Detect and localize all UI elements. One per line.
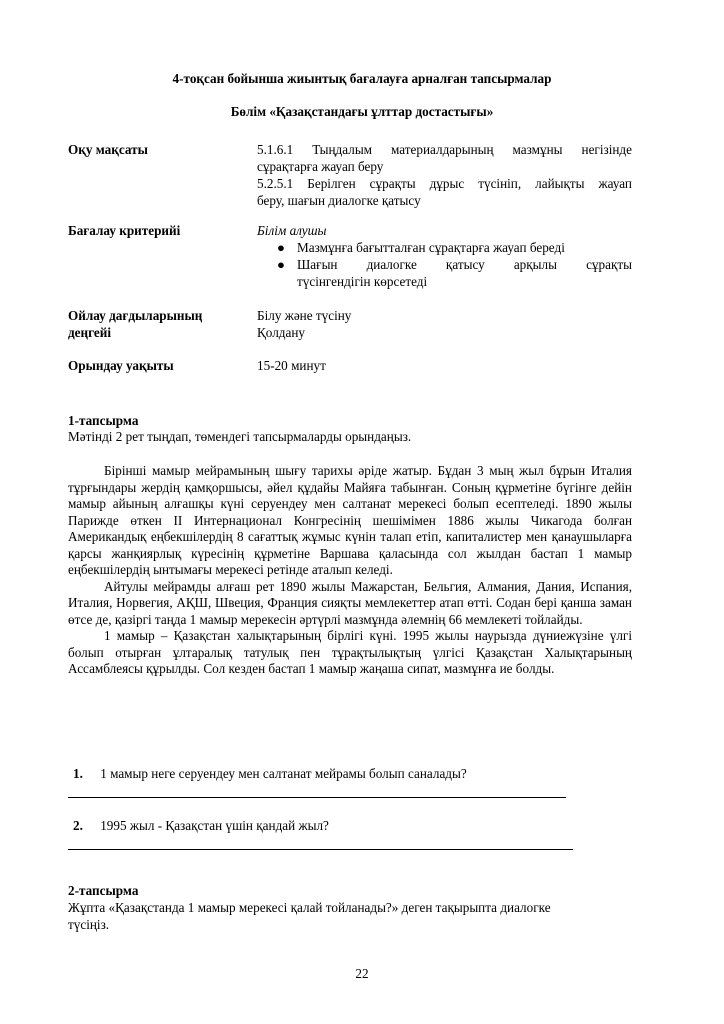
criteria-item: ● Шағын диалогке қатысу арқылы сұрақты түсінгендігін көрсетеді: [277, 257, 632, 289]
bullet-icon: ●: [277, 240, 285, 255]
thinking-value: Білу және түсіну Қолдану: [257, 308, 352, 340]
goal-line: сұрақтарға жауап беру: [257, 159, 384, 174]
task1-instruction: Мәтінді 2 рет тыңдап, төмендегі тапсырмаларды орындаңыз.: [68, 429, 412, 444]
task2-instruction: Жұпта «Қазақстанда 1 мамыр мерекесі қалай тойланады?» деген тақырыпта диалогке түсіңіз.: [68, 900, 551, 932]
criteria-label: Бағалау критерийі: [68, 223, 181, 238]
criteria-intro: Білім алушы: [257, 223, 327, 238]
paragraph: 1 мамыр – Қазақстан халықтарының бірлігі күні. 1995 жылы наурызда дүниежүзіне үлгі болып отырған ұлтаралық татулық пен тұрақтылықтың үлгісі Қазақстан Халықтарының Ассамблеясы құрылды. Сол кезден бастап 1 мамыр жаңаша сипат, мазмұнға ие болды.: [68, 628, 632, 676]
task1-text: [68, 463, 632, 678]
goal-line: беру, шағын диалогке қатысу: [257, 193, 421, 208]
time-label: Орындау уақыты: [68, 358, 174, 373]
answer-line-2[interactable]: [68, 849, 573, 850]
paragraph: Айтулы мейрамды алғаш рет 1890 жылы Мажарстан, Бельгия, Алмания, Дания, Испания, Италия, Норвегия, АҚШ, Швеция, Франция сияқты мемлекеттер атап өтті. Содан бері қанша заман өтсе де, қазіргі таңда 1 мамыр мерекесін әртүрлі мазмұнда әлемнің 66 мемлекеті тойлайды.: [68, 578, 632, 627]
bullet-icon: ●: [277, 257, 285, 272]
question-2: 2. 1995 жыл - Қазақстан үшін қандай жыл?: [73, 818, 329, 833]
document-title: 4-тоқсан бойынша жиынтық бағалауға арналған тапсырмалар: [172, 71, 552, 86]
goal-line: 5.1.6.1 Тыңдалым материалдарының мазмұны негізінде: [257, 142, 632, 157]
goal-line: 5.2.5.1 Берілген сұрақты дұрыс түсініп, лайықты жауап: [257, 176, 632, 191]
question-1: 1. 1 мамыр неге серуендеу мен салтанат мейрамы болып саналады?: [73, 766, 467, 781]
page-number: 22: [355, 966, 369, 981]
task2-title: 2-тапсырма: [68, 883, 139, 898]
goal-label: Оқу мақсаты: [68, 142, 148, 157]
task1-title: 1-тапсырма: [68, 413, 139, 428]
goal-value: [257, 141, 632, 209]
answer-line-1[interactable]: [68, 797, 566, 798]
criteria-value: [257, 222, 632, 290]
criteria-item: ● Мазмұнға бағытталған сұрақтарға жауап береді: [277, 240, 565, 255]
time-value: 15-20 минут: [257, 358, 326, 373]
section-title: Бөлім «Қазақстандағы ұлттар достастығы»: [230, 104, 494, 119]
thinking-label: Ойлау дағдыларының деңгейі: [68, 308, 203, 340]
paragraph: Бірінші мамыр мейрамының шығу тарихы әріде жатыр. Бұдан 3 мың жыл бұрын Италия тұрғындары жердің қамқоршысы, әйел құдайы Майяға табынған. Соның құрметіне бүгінге дейін мамыр айының алғашқы күні серуендеу мен салтанат мерекесі болып есептеледі. 1890 жылы Парижде өткен ІІ Интернационал Конгресінің шешімімен 1886 жылы Чикагода болған Американдық еңбекшілердің 8 сағаттық жұмыс күнін талап етіп, капиталистер мен қанаушыларға қарсы жанқиярлық күресінің құрметіне Варшава қаласында сол жылдан бастап 1 мамыр еңбекшілердің ынтымағы мерекесі ретінде аталып келеді.: [68, 463, 632, 577]
